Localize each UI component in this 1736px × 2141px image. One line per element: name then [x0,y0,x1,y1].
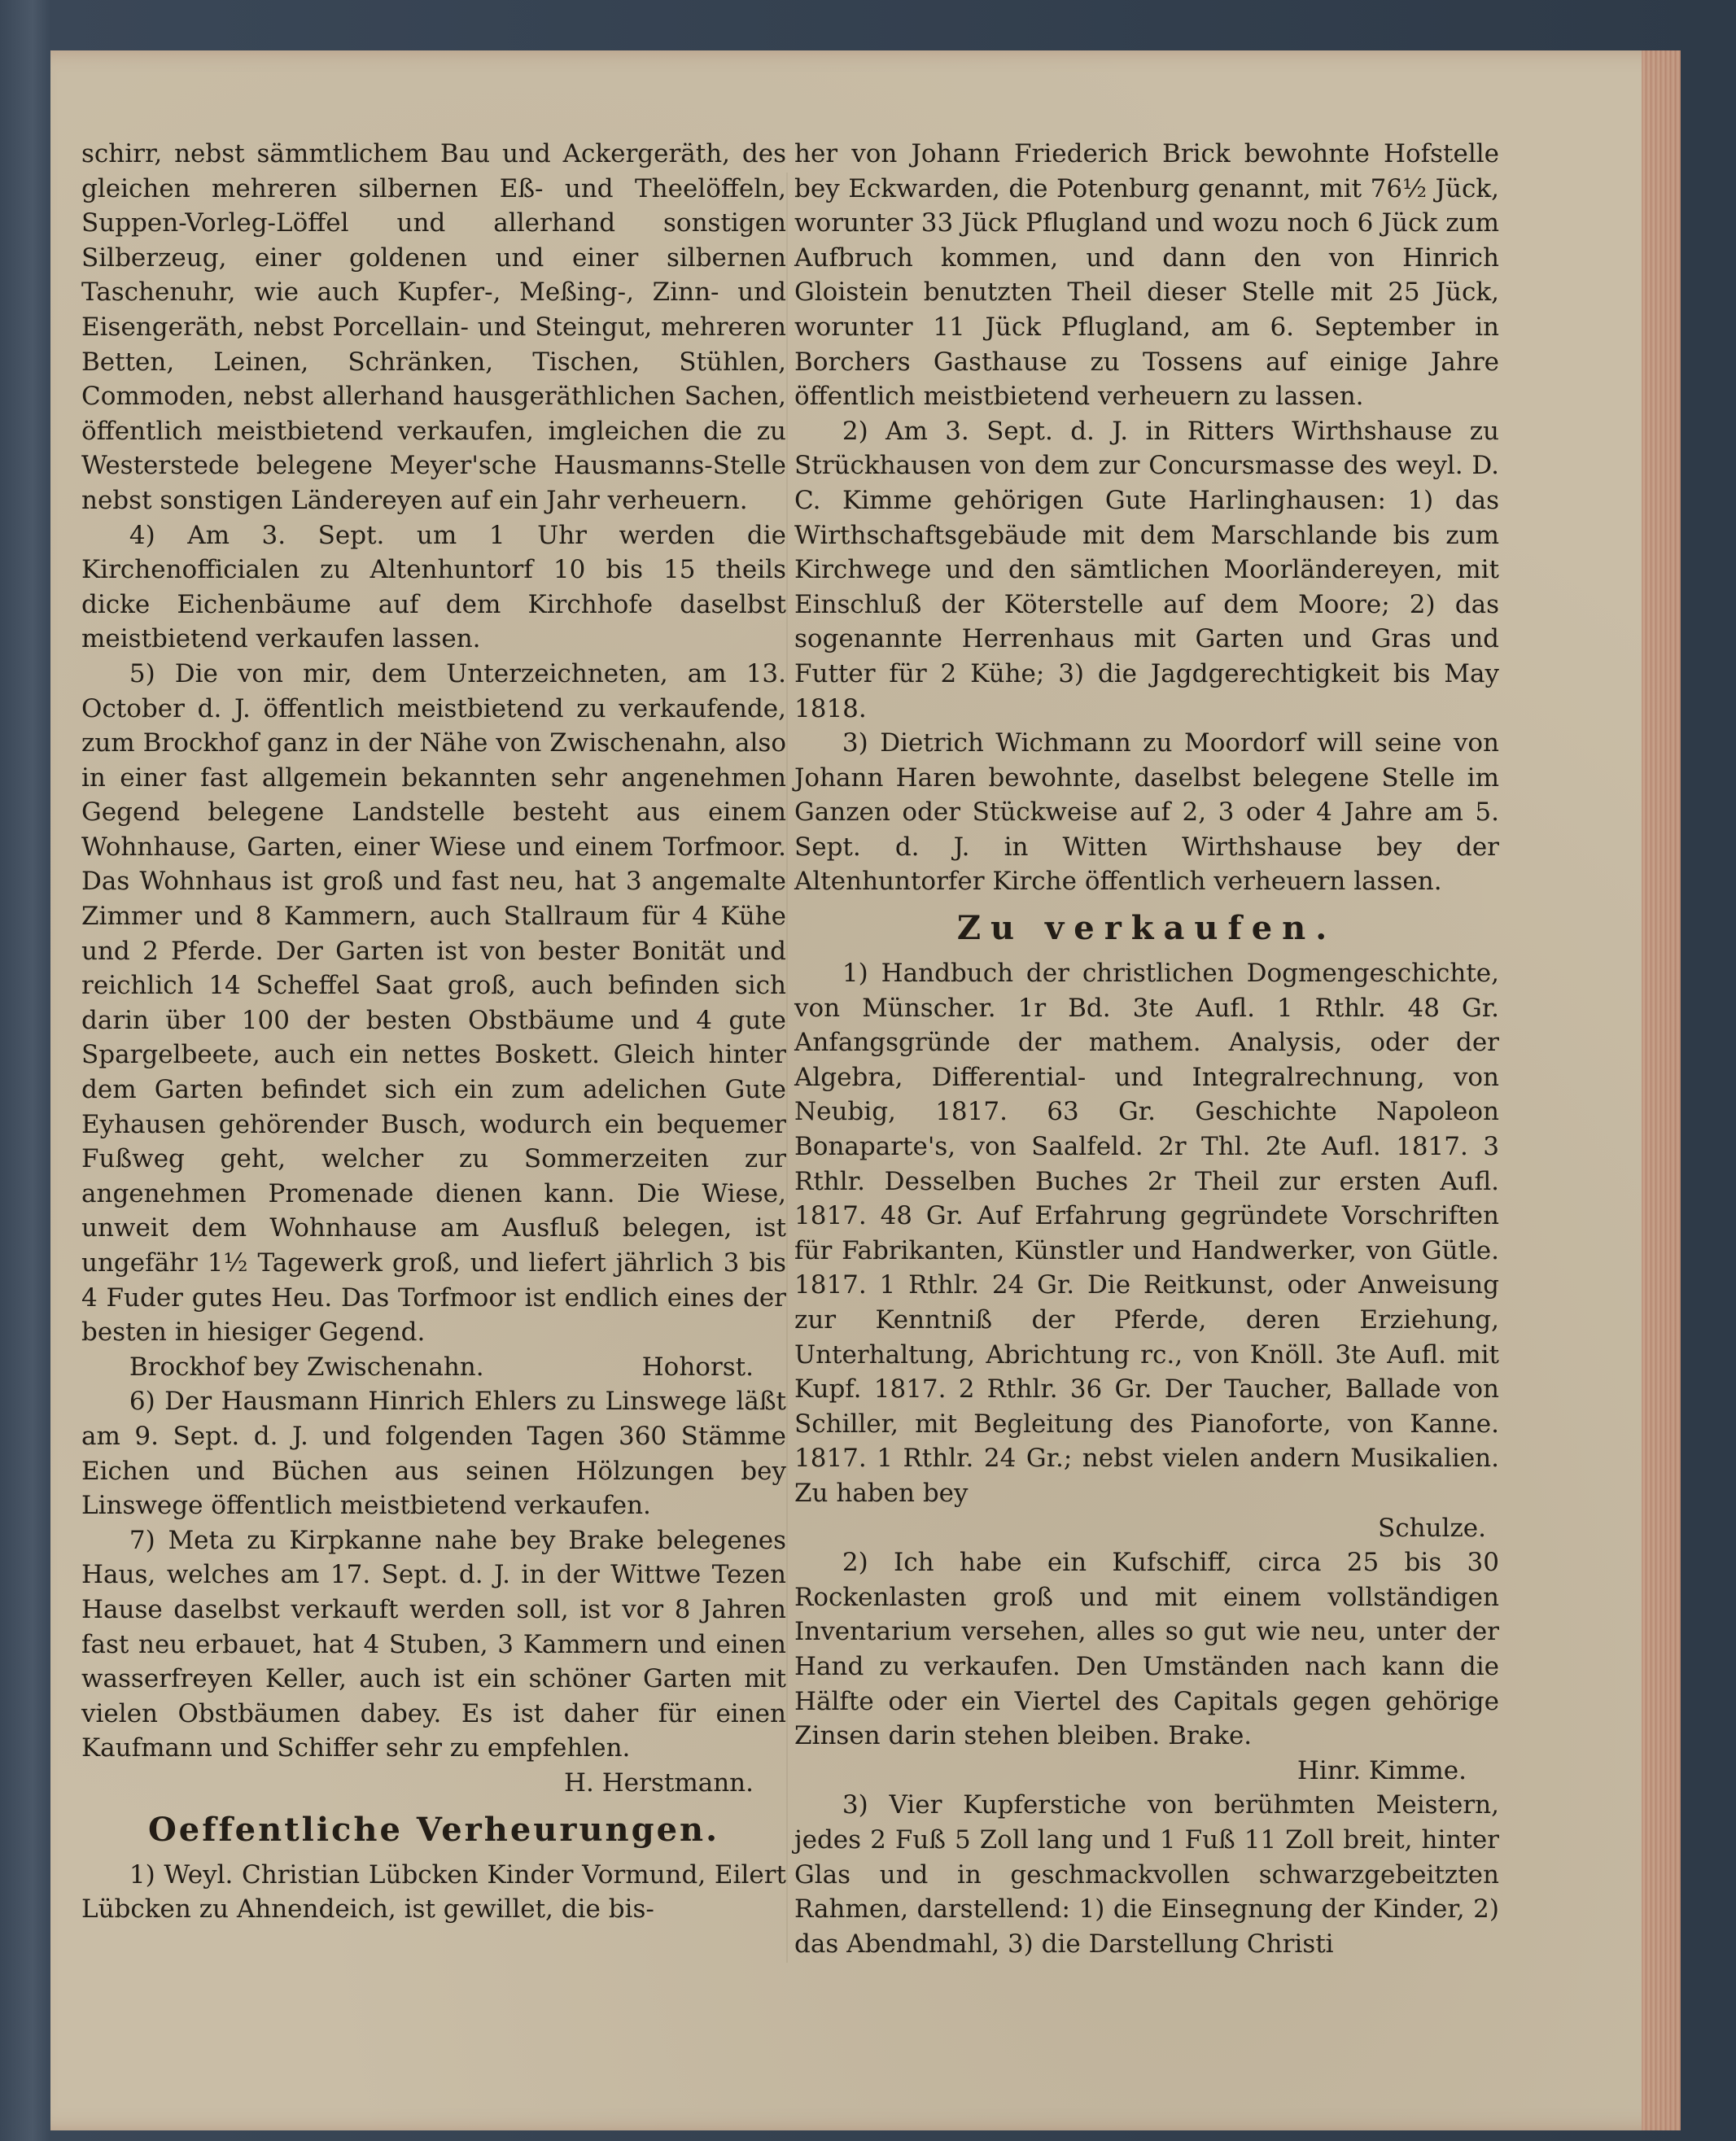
newspaper-page [50,50,1681,2130]
right-column [794,137,1499,2025]
left-column [81,137,786,2025]
paragraph-6: 6) Der Hausmann Hinrich Ehlers zu Linswege läßt am 9. Sept. d. J. und folgenden Tagen 360 Stämme Eichen und Büchen aus seinen Hölzungen bey Linswege öffentlich meistbietend verkaufen. [81,1387,786,1521]
signature-place: Brockhof bey Zwischenahn. [129,1352,484,1382]
page-edge [1642,50,1681,2130]
paragraph-intro: schirr, nebst sämmtlichem Bau und Ackergeräth, des gleichen mehreren silbernen Eß- und Theelöffeln, Suppen-Vorleg-Löffel und allerhand sonstigen Silberzeug, einer goldenen und einer silbernen Taschenuhr, wie auch Kupfer-, Meßing-, Zinn- und Eisengeräth, nebst Porcellain- und Steingut, mehreren Betten, Leinen, Schränken, Tischen, Stühlen, Commoden, nebst allerhand hausgeräthlichen Sachen, öffentlich meistbietend verkaufen, imgleichen die zu Westerstede belegene Meyer'sche Hausmanns-Stelle nebst sonstigen Ländereyen auf ein Jahr verheuern. [81,139,786,515]
paragraph-7-signature: H. Herstmann. [564,1767,754,1798]
heading-verkaufen: Zu verkaufen. [956,909,1337,948]
paragraph-verheurung-1-cont: her von Johann Friederich Brick bewohnte Hofstelle bey Eckwarden, die Potenburg genannt, mit 76½ Jück, worunter 33 Jück Pflugland und wozu noch 6 Jück zum Aufbruch kommen, und dann den von Hinrich Gloistein benutzten Theil dieser Stelle mit 25 Jück, worunter 11 Jück Pflugland, am 6. September in Borchers Gasthause zu Tossens auf einige Jahre öffentlich meistbietend verheuern zu lassen. [794,139,1499,412]
paragraph-4: 4) Am 3. Sept. um 1 Uhr werden die Kirchenofficialen zu Altenhuntorf 10 bis 15 theils dicke Eichenbäume auf dem Kirchhofe daselbst meistbietend verkaufen lassen. [81,520,786,654]
column-gutter [786,173,788,1963]
paragraph-verkauf-3: 3) Vier Kupferstiche von berühmten Meistern, jedes 2 Fuß 5 Zoll lang und 1 Fuß 11 Zoll breit, hinter Glas und in geschmackvollen schwarzgebeitzten Rahmen, darstellend: 1) die Einsegnung der Kinder, 2) das Abendmahl, 3) die Darstellung Christi [794,1790,1499,1959]
paragraph-verkauf-1: 1) Handbuch der christlichen Dogmengeschichte, von Münscher. 1r Bd. 3te Aufl. 1 Rthlr. 48 Gr. Anfangsgründe der mathem. Analysis, oder der Algebra, Differential- und Integralrechnung, von Neubig, 1817. 63 Gr. Geschichte Napoleon Bonaparte's, von Saalfeld. 2r Thl. 2te Aufl. 1817. 3 Rthlr. Desselben Buches 2r Theil zur ersten Aufl. 1817. 48 Gr. Auf Erfahrung gegründete Vorschriften für Fabrikanten, Künstler und Handwerker, von Gütle. 1817. 1 Rthlr. 24 Gr. Die Reitkunst, oder Anweisung zur Kenntniß der Pferde, deren Erziehung, Unterhaltung, Abrichtung rc., von Knöll. 3te Aufl. mit Kupf. 1817. 2 Rthlr. 36 Gr. Der Taucher, Ballade von Schiller, mit Begleitung des Pianoforte, von Kanne. 1817. 1 Rthlr. 24 Gr.; nebst vielen andern Musikalien. Zu haben bey [794,959,1499,1508]
paragraph-7: 7) Meta zu Kirpkanne nahe bey Brake belegenes Haus, welches am 17. Sept. d. J. in der Wittwe Tezen Hause daselbst verkauft werden soll, ist vor 8 Jahren fast neu erbauet, hat 4 Stuben, 3 Kammern und einen wasserfreyen Keller, auch ist ein schöner Garten mit vielen Obstbäumen dabey. Es ist daher für einen Kaufmann und Schiffer sehr zu empfehlen. [81,1525,786,1763]
paragraph-verheurung-3: 3) Dietrich Wichmann zu Moordorf will seine von Johann Haren bewohnte, daselbst belegene Stelle im Ganzen oder Stückweise auf 2, 3 oder 4 Jahre am 5. Sept. d. J. in Witten Wirthshause bey der Altenhuntorfer Kirche öffentlich verheuern lassen. [794,728,1499,897]
paragraph-5-signature [81,1350,786,1385]
paragraph-verkauf-1-signature: Schulze. [1378,1513,1486,1543]
paragraph-verheurung-1: 1) Weyl. Christian Lübcken Kinder Vormund, Eilert Lübcken zu Ahnendeich, ist gewillet, die bis- [81,1859,786,1925]
paragraph-5: 5) Die von mir, dem Unterzeichneten, am 13. October d. J. öffentlich meistbietend zu verkaufende, zum Brockhof ganz in der Nähe von Zwischenahn, also in einer fast allgemein bekannten sehr angenehmen Gegend belegene Landstelle besteht aus einem Wohnhause, Garten, einer Wiese und einem Torfmoor. Das Wohnhaus ist groß und fast neu, hat 3 angemalte Zimmer und 8 Kammern, auch Stallraum für 4 Kühe und 2 Pferde. Der Garten ist von bester Bonität und reichlich 14 Scheffel Saat groß, auch befinden sich darin über 100 der besten Obstbäume und 4 gute Spargelbeete, auch ein nettes Boskett. Gleich hinter dem Garten befindet sich ein zum adelichen Gute Eyhausen gehörender Busch, wodurch ein bequemer Fußweg geht, welcher zu Sommerzeiten zur angenehmen Promenade dienen kann. Die Wiese, unweit dem Wohnhause am Ausfluß belegen, ist ungefähr 1½ Tagewerk groß, und liefert jährlich 3 bis 4 Fuder gutes Heu. Das Torfmoor ist endlich eines der besten in hiesiger Gegend. [81,658,786,1348]
paragraph-verkauf-2: 2) Ich habe ein Kufschiff, circa 25 bis 30 Rockenlasten groß und mit einem vollständigen Inventarium versehen, alles so gut wie neu, unter der Hand zu verkaufen. Den Umständen nach kann die Hälfte oder ein Viertel des Capitals gegen gehörige Zinsen darin stehen bleiben. Brake. [794,1548,1499,1751]
heading-verheurungen: Oeffentliche Verheurungen. [147,1810,720,1849]
paragraph-verheurung-2: 2) Am 3. Sept. d. J. in Ritters Wirthshause zu Strückhausen von dem zur Concursmasse des weyl. D. C. Kimme gehörigen Gute Harlinghausen: 1) das Wirthschaftsgebäude mit dem Marschlande bis zum Kirchwege und den sämtlichen Moorländereyen, mit Einschluß der Köterstelle auf dem Moore; 2) das sogenannte Herrenhaus mit Garten und Gras und Futter für 2 Kühe; 3) die Jagdgerechtigkeit bis May 1818. [794,416,1499,723]
signature-name: Hohorst. [641,1352,754,1382]
paragraph-verkauf-2-signature: Hinr. Kimme. [1297,1755,1467,1785]
